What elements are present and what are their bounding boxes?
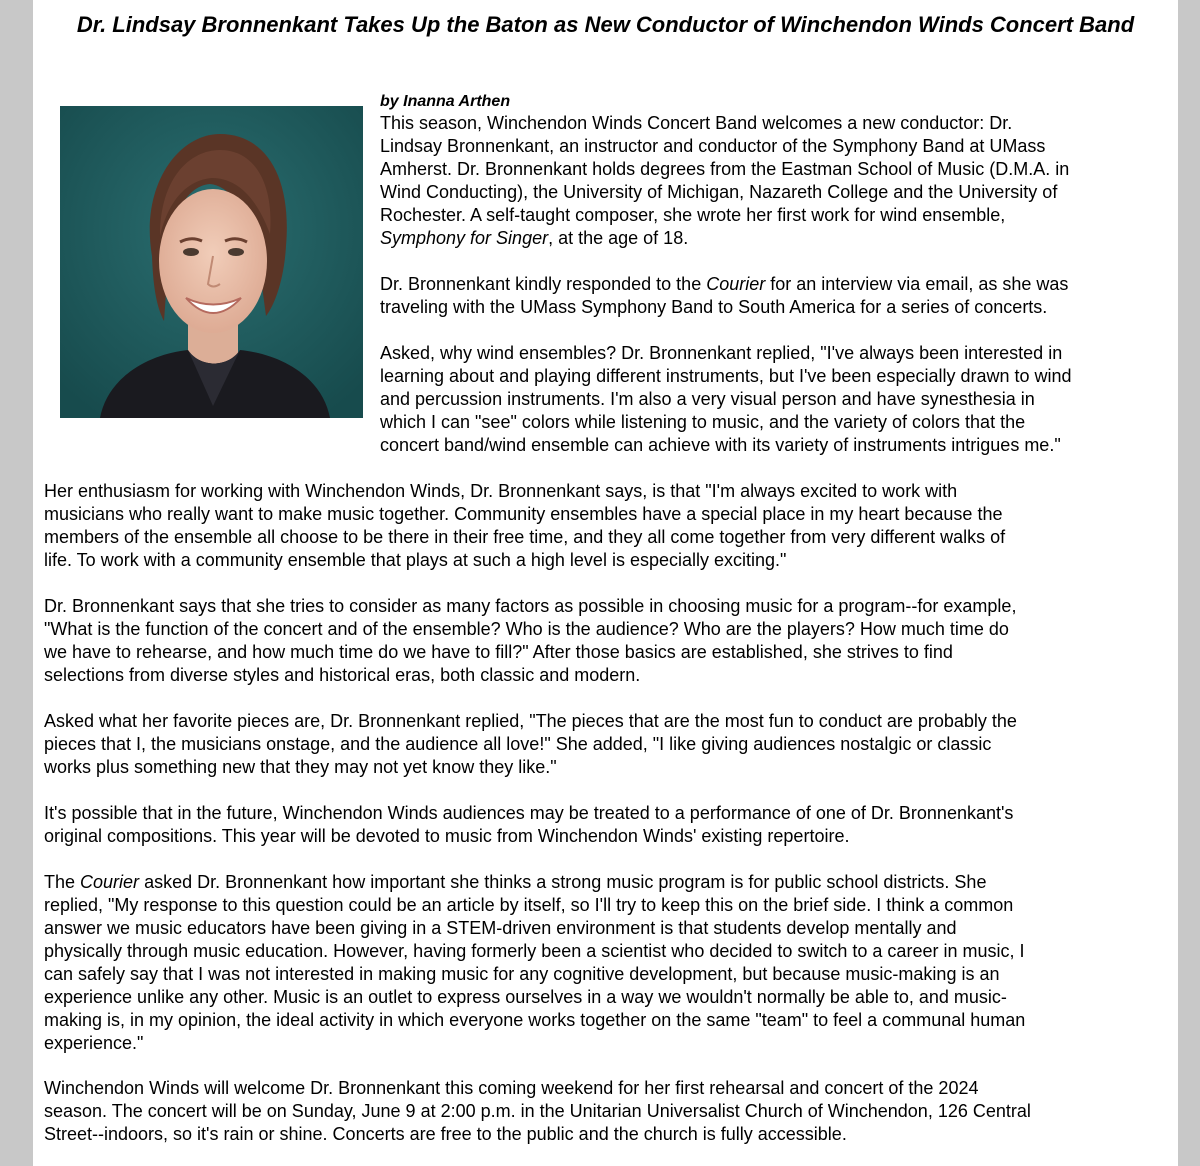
paragraph-interview <box>380 273 1175 319</box>
text-line: Her enthusiasm for working with Winchendon Winds, Dr. Bronnenkant says, is that "I'm always excited to work with <box>44 481 958 501</box>
article-headline: Dr. Lindsay Bronnenkant Takes Up the Baton as New Conductor of Winchendon Winds Concert Band <box>76 12 1135 37</box>
text-line: Winchendon Winds will welcome Dr. Bronnenkant this coming weekend for her first rehearsal and concert of the 2024 <box>44 1078 979 1098</box>
text-line: experience." <box>44 1033 144 1053</box>
text-fragment: for an interview via email, as she was <box>765 274 1069 294</box>
paragraph-favorite-pieces <box>44 710 1169 779</box>
text-line: can safely say that I was not interested in making music for any cognitive development, but because music-making is an <box>44 964 1000 984</box>
text-line: selections from diverse styles and historical eras, both classic and modern. <box>44 665 641 685</box>
text-fragment: The <box>44 872 81 892</box>
text-line <box>380 273 1175 296</box>
text-line: concert band/wind ensemble can achieve with its variety of instruments intrigues me." <box>380 435 1061 455</box>
text-line: works plus something new that they may not yet know they like." <box>44 757 557 777</box>
text-line: pieces that I, the musicians onstage, and the audience all love!" She added, "I like giving audiences nostalgic or classic <box>44 734 992 754</box>
text-line: It's possible that in the future, Winchendon Winds audiences may be treated to a performance of one of Dr. Bronnenkant's <box>44 803 1014 823</box>
text-line <box>44 871 1169 894</box>
work-title: Symphony for Singer <box>380 228 549 248</box>
text-line <box>380 227 1175 250</box>
paragraph-choosing-music <box>44 595 1169 687</box>
text-fragment: asked Dr. Bronnenkant how important she thinks a strong music program is for public school districts. She <box>139 872 987 892</box>
publication-name: Courier <box>80 872 140 892</box>
text-line: Asked what her favorite pieces are, Dr. Bronnenkant replied, "The pieces that are the most fun to conduct are probably the <box>44 711 1017 731</box>
text-line: and percussion instruments. I'm also a very visual person and have synesthesia in <box>380 389 1035 409</box>
text-line: replied, "My response to this question could be an article by itself, so I'll try to keep this on the brief side. I think a common <box>44 895 1014 915</box>
text-line: experience unlike any other. Music is an outlet to express ourselves in a way we wouldn't normally be able to, and music- <box>44 987 1007 1007</box>
text-line: we have to rehearse, and how much time do we have to fill?" After those basics are established, she strives to find <box>44 642 953 662</box>
text-line: physically through music education. However, having formerly been a scientist who decided to switch to a career in music, I <box>44 941 1025 961</box>
text-line: life. To work with a community ensemble that plays at such a high level is especially exciting." <box>44 550 787 570</box>
paragraph-concert-info <box>44 1077 1169 1146</box>
text-line: Lindsay Bronnenkant, an instructor and conductor of the Symphony Band at UMass <box>380 136 1046 156</box>
text-line: Amherst. Dr. Bronnenkant holds degrees from the Eastman School of Music (D.M.A. in <box>380 159 1070 179</box>
text-line: traveling with the UMass Symphony Band to South America for a series of concerts. <box>380 297 1048 317</box>
text-line: This season, Winchendon Winds Concert Band welcomes a new conductor: Dr. <box>380 113 1013 133</box>
paragraph-intro <box>380 112 1175 250</box>
text-line: learning about and playing different instruments, but I've been especially drawn to wind <box>380 366 1072 386</box>
article-byline: by Inanna Arthen <box>380 93 511 110</box>
paragraph-wind-ensembles <box>380 342 1175 457</box>
text-line: members of the ensemble all choose to be there in their free time, and they all come together from very different walks of <box>44 527 1006 547</box>
paragraph-music-education <box>44 871 1169 1055</box>
paragraph-enthusiasm <box>44 480 1169 572</box>
text-line: original compositions. This year will be devoted to music from Winchendon Winds' existing repertoire. <box>44 826 850 846</box>
text-line: making is, in my opinion, the ideal activity in which everyone works together on the same "team" to feel a communal human <box>44 1010 1026 1030</box>
paragraph-compositions <box>44 802 1169 848</box>
text-line: season. The concert will be on Sunday, June 9 at 2:00 p.m. in the Unitarian Universalist Church of Winchendon, 126 Central <box>44 1101 1031 1121</box>
text-line: Wind Conducting), the University of Michigan, Nazareth College and the University of <box>380 182 1058 202</box>
text-fragment: Dr. Bronnenkant kindly responded to the <box>380 274 707 294</box>
article-page <box>33 0 1178 1166</box>
text-line: answer we music educators have been giving in a STEM-driven environment is that students develop mentally and <box>44 918 957 938</box>
text-fragment: , at the age of 18. <box>548 228 689 248</box>
text-line: musicians who really want to make music together. Community ensembles have a special place in my heart because the <box>44 504 1003 524</box>
text-line: Rochester. A self-taught composer, she wrote her first work for wind ensemble, <box>380 205 1006 225</box>
publication-name: Courier <box>706 274 766 294</box>
text-line: Dr. Bronnenkant says that she tries to consider as many factors as possible in choosing music for a program--for example, <box>44 596 1017 616</box>
text-line: Asked, why wind ensembles? Dr. Bronnenkant replied, "I've always been interested in <box>380 343 1063 363</box>
conductor-portrait-photo <box>60 106 363 418</box>
text-line: Street--indoors, so it's rain or shine. Concerts are free to the public and the church is fully accessible. <box>44 1124 847 1144</box>
text-line: which I can "see" colors while listening to music, and the variety of colors that the <box>380 412 1026 432</box>
text-line: "What is the function of the concert and of the ensemble? Who is the audience? Who are the players? How much time do <box>44 619 1009 639</box>
